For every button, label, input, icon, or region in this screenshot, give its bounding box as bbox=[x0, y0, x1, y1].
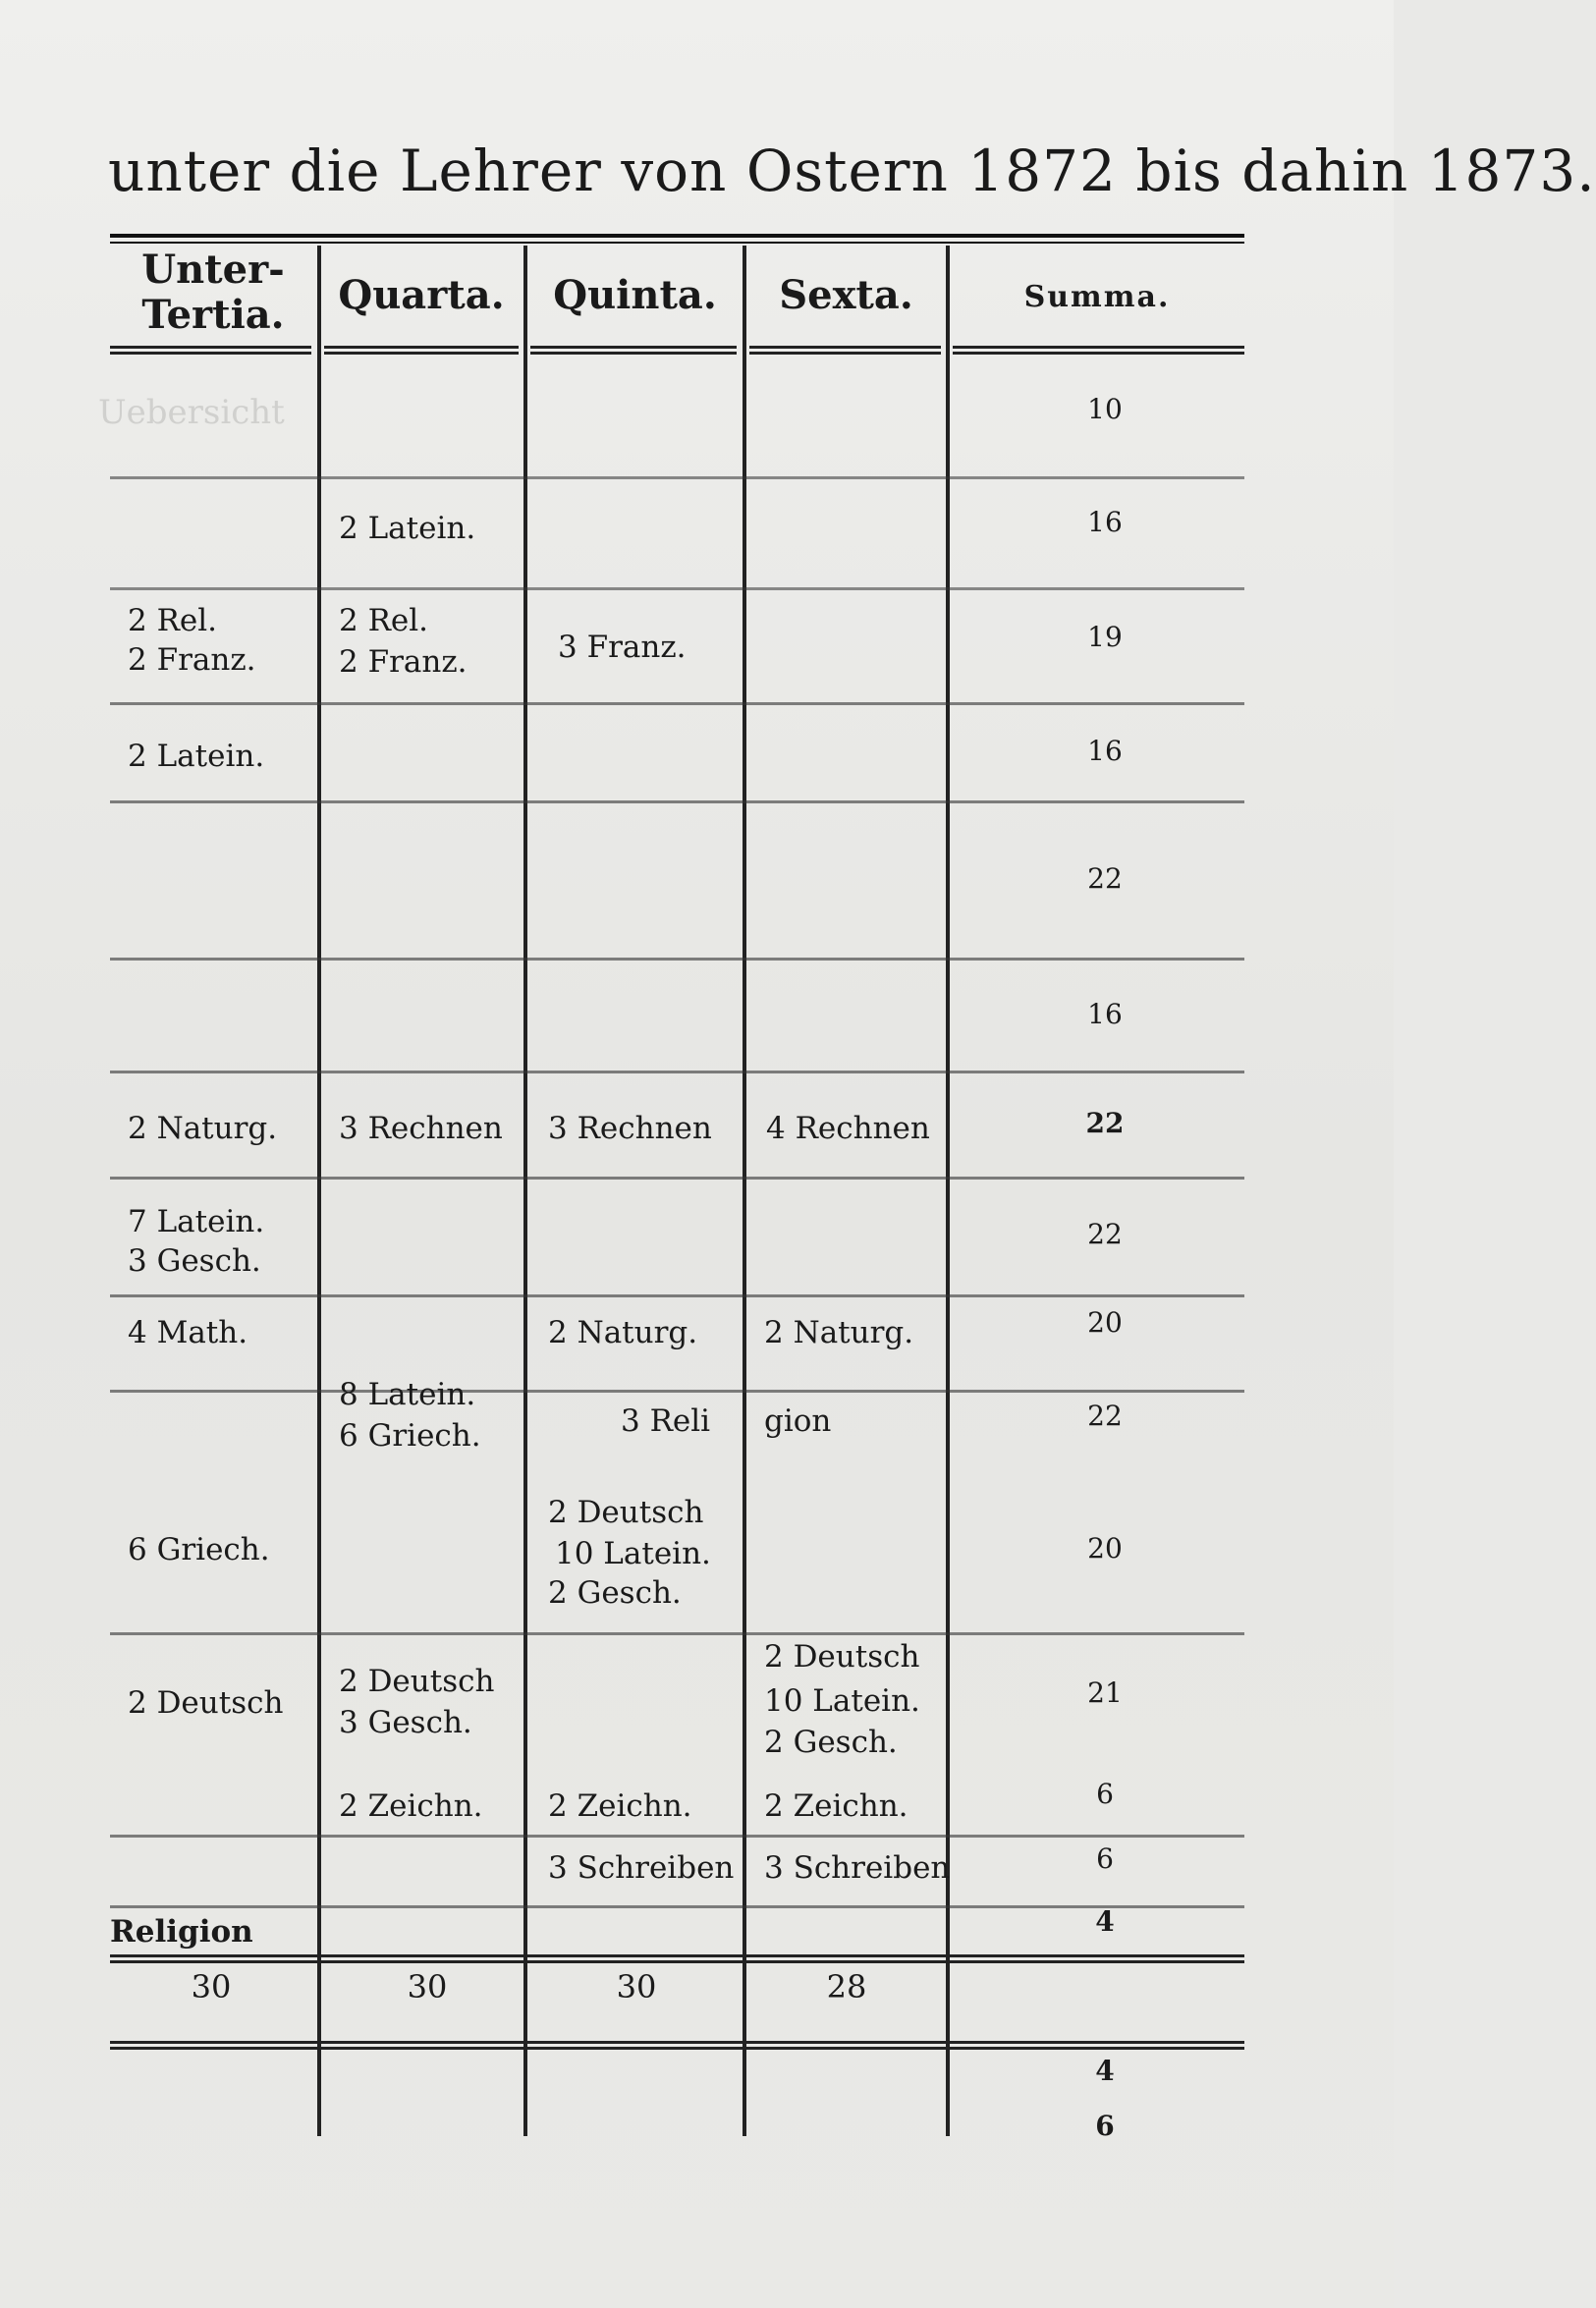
summa-value: 21 bbox=[1087, 1676, 1123, 1709]
summa-value: 16 bbox=[1087, 506, 1123, 538]
cell-untertertia-franz: 2 Franz. bbox=[128, 642, 256, 678]
row-rule bbox=[110, 1071, 1244, 1073]
total-sexta: 28 bbox=[826, 1968, 867, 2006]
cell-untertertia-rel: 2 Rel. bbox=[128, 603, 218, 638]
cell-untertertia-deutsch: 2 Deutsch bbox=[128, 1685, 284, 1721]
summa-value: 6 bbox=[1096, 1842, 1114, 1875]
col-divider-3 bbox=[743, 246, 746, 2136]
cell-quinta-latein-10: 10 Latein. bbox=[555, 1536, 711, 1571]
footer-number: 6 bbox=[1095, 2110, 1115, 2142]
cell-quinta-reli: 3 Reli bbox=[621, 1403, 711, 1439]
row-rule bbox=[110, 800, 1244, 803]
summa-value: 10 bbox=[1087, 393, 1123, 425]
cell-sexta-deutsch: 2 Deutsch bbox=[764, 1639, 920, 1675]
cell-untertertia-latein-7: 7 Latein. bbox=[128, 1204, 265, 1239]
row-rule bbox=[110, 476, 1244, 479]
cell-quinta-rechnen: 3 Rechnen bbox=[548, 1111, 712, 1146]
summa-value: 22 bbox=[1087, 1400, 1123, 1432]
total-quarta: 30 bbox=[407, 1968, 448, 2006]
cell-untertertia-griech: 6 Griech. bbox=[128, 1532, 270, 1567]
cell-quarta-griech: 6 Griech. bbox=[339, 1418, 481, 1454]
row-rule bbox=[110, 1177, 1244, 1180]
cell-quarta-deutsch: 2 Deutsch bbox=[339, 1664, 495, 1699]
cell-sexta-latein-10: 10 Latein. bbox=[764, 1683, 920, 1719]
bottom-rule bbox=[110, 2041, 1244, 2050]
summa-value: 16 bbox=[1087, 735, 1123, 767]
summa-value: 22 bbox=[1087, 862, 1123, 895]
header-quinta: Quinta. bbox=[553, 272, 717, 318]
cell-quinta-naturg: 2 Naturg. bbox=[548, 1315, 698, 1350]
cell-sexta-gion: gion bbox=[764, 1403, 832, 1439]
header-summa: Summa. bbox=[1023, 280, 1171, 314]
cell-quarta-zeichn: 2 Zeichn. bbox=[339, 1788, 483, 1824]
row-rule bbox=[110, 958, 1244, 961]
row-rule bbox=[110, 1294, 1244, 1297]
header-rule bbox=[530, 346, 737, 355]
totals-rule bbox=[110, 1954, 1244, 1963]
summa-value: 4 bbox=[1095, 1905, 1115, 1938]
summa-value: 20 bbox=[1087, 1306, 1123, 1339]
summa-value: 16 bbox=[1087, 998, 1123, 1030]
cell-untertertia-math: 4 Math. bbox=[128, 1315, 248, 1350]
header-sexta: Sexta. bbox=[779, 272, 913, 318]
col-divider-2 bbox=[523, 246, 527, 2136]
header-unter-tertia: Unter- Tertia. bbox=[141, 247, 285, 338]
cell-sexta-rechnen: 4 Rechnen bbox=[766, 1111, 930, 1146]
row-rule bbox=[110, 702, 1244, 705]
cell-quinta-deutsch: 2 Deutsch bbox=[548, 1495, 704, 1530]
footer-number: 4 bbox=[1095, 2055, 1115, 2087]
header-rule bbox=[749, 346, 941, 355]
cell-sexta-gesch: 2 Gesch. bbox=[764, 1725, 898, 1760]
top-rule bbox=[110, 234, 1244, 238]
total-unter-tertia: 30 bbox=[191, 1968, 232, 2006]
col-divider-1 bbox=[317, 246, 321, 2136]
header-rule bbox=[953, 346, 1244, 355]
summa-value: 22 bbox=[1087, 1218, 1123, 1250]
cell-quarta-gesch: 3 Gesch. bbox=[339, 1705, 472, 1740]
summa-value: 20 bbox=[1087, 1532, 1123, 1565]
row-rule bbox=[110, 587, 1244, 590]
header-rule bbox=[110, 346, 311, 355]
cell-untertertia-latein: 2 Latein. bbox=[128, 739, 265, 774]
cell-quinta-schreiben: 3 Schreiben bbox=[548, 1850, 735, 1886]
summa-value: 19 bbox=[1087, 621, 1123, 653]
cell-untertertia-naturg: 2 Naturg. bbox=[128, 1111, 278, 1146]
summa-value: 6 bbox=[1096, 1778, 1114, 1810]
header-rule bbox=[324, 346, 519, 355]
row-rule bbox=[110, 1632, 1244, 1635]
cell-quinta-franz: 3 Franz. bbox=[558, 630, 687, 665]
summa-value: 22 bbox=[1085, 1107, 1125, 1139]
cell-quarta-latein-8: 8 Latein. bbox=[339, 1377, 476, 1412]
cell-sexta-zeichn: 2 Zeichn. bbox=[764, 1788, 908, 1824]
cell-quinta-zeichn: 2 Zeichn. bbox=[548, 1788, 692, 1824]
cell-sexta-schreiben: 3 Schreiben bbox=[764, 1850, 951, 1886]
top-rule-thin bbox=[110, 242, 1244, 244]
cell-quarta-franz: 2 Franz. bbox=[339, 644, 468, 680]
row-rule bbox=[110, 1835, 1244, 1838]
bleed-through-heading: Uebersicht bbox=[98, 393, 285, 432]
row-rule bbox=[110, 1390, 1244, 1393]
cell-quarta-rechnen: 3 Rechnen bbox=[339, 1111, 503, 1146]
cell-untertertia-gesch: 3 Gesch. bbox=[128, 1243, 261, 1279]
cell-religion: Religion bbox=[110, 1914, 253, 1950]
cell-quinta-gesch: 2 Gesch. bbox=[548, 1575, 682, 1611]
header-quarta: Quarta. bbox=[338, 272, 505, 318]
total-quinta: 30 bbox=[616, 1968, 657, 2006]
cell-quarta-latein: 2 Latein. bbox=[339, 511, 476, 546]
cell-quarta-rel: 2 Rel. bbox=[339, 603, 429, 638]
page-title: unter die Lehrer von Ostern 1872 bis dahin 1873. bbox=[108, 137, 1596, 204]
cell-sexta-naturg: 2 Naturg. bbox=[764, 1315, 914, 1350]
